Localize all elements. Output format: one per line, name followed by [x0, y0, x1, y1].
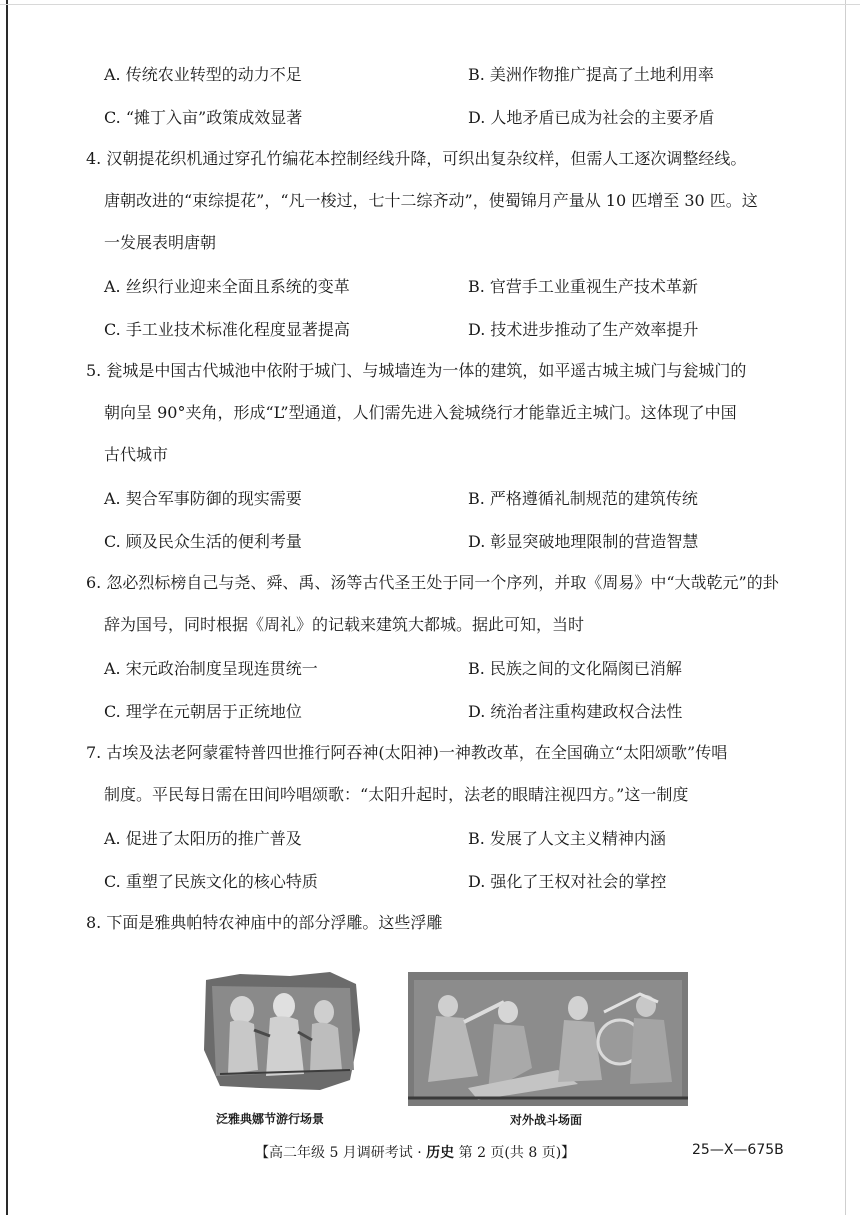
- q6-stem-line-1: 6. 忽必烈标榜自己与尧、舜、禹、汤等古代圣王处于同一个序列，并取《周易》中“大哉乾元”的卦: [86, 573, 779, 592]
- page-footer: [255, 1142, 575, 1162]
- q7-stem-line-2: 制度。平民每日需在田间吟唱颂歌：“太阳升起时，法老的眼睛注视四方。”这一制度: [104, 785, 689, 804]
- q5-options-row-2: [86, 519, 791, 562]
- footer-page-number: 第 2 页(共 8 页)】: [454, 1145, 576, 1161]
- q7-options-row-2: [86, 859, 791, 902]
- q4-option-d: D. 技术进步推动了生产效率提升: [468, 320, 699, 339]
- battle-relief-image: [408, 972, 688, 1106]
- q6-options-row-1: [86, 646, 791, 689]
- scan-edge-right: [845, 0, 846, 1215]
- q3-options-row-2: [86, 95, 791, 138]
- q8-figures: [200, 970, 690, 1130]
- q4-option-b: B. 官营手工业重视生产技术革新: [468, 277, 698, 296]
- q7-option-b: B. 发展了人文主义精神内涵: [468, 829, 666, 848]
- q5-stem: [86, 350, 791, 476]
- q5-option-d: D. 彰显突破地理限制的营造智慧: [468, 532, 699, 551]
- q5-option-a: A. 契合军事防御的现实需要: [104, 489, 302, 508]
- q5-stem-line-3: 古代城市: [104, 445, 169, 464]
- q6-option-a: A. 宋元政治制度呈现连贯统一: [104, 659, 318, 678]
- q4-stem-line-3: 一发展表明唐朝: [104, 233, 217, 252]
- procession-relief-image: [200, 970, 362, 1092]
- q4-options-row-2: [86, 307, 791, 350]
- q5-option-b: B. 严格遵循礼制规范的建筑传统: [468, 489, 698, 508]
- q8-stem-line-1: 8. 下面是雅典帕特农神庙中的部分浮雕。这些浮雕: [86, 913, 443, 932]
- procession-relief-caption: 泛雅典娜节游行场景: [216, 1112, 325, 1126]
- q3-options-row-1: [86, 52, 791, 95]
- scan-edge-left: [6, 0, 8, 1215]
- q4-stem-line-2: 唐朝改进的“束综提花”，“凡一梭过，七十二综齐动”，使蜀锦月产量从 10 匹增至 30 匹。这: [104, 191, 758, 210]
- q4-option-c: C. 手工业技术标准化程度显著提高: [104, 320, 350, 339]
- battle-relief-caption: 对外战斗场面: [510, 1113, 583, 1127]
- q5-stem-line-2: 朝向呈 90°夹角，形成“L”型通道，人们需先进入瓮城绕行才能靠近主城门。这体现了中国: [104, 403, 737, 422]
- q4-options-row-1: [86, 264, 791, 307]
- footer-subject: 历史: [426, 1145, 455, 1161]
- q5-options-row-1: [86, 476, 791, 519]
- exam-code: 25—X—675B: [692, 1142, 784, 1158]
- q3-option-c: C. “摊丁入亩”政策成效显著: [104, 108, 303, 127]
- q4-option-a: A. 丝织行业迎来全面且系统的变革: [104, 277, 350, 296]
- q6-options-row-2: [86, 689, 791, 732]
- q7-option-a: A. 促进了太阳历的推广普及: [104, 829, 302, 848]
- q3-option-d: D. 人地矛盾已成为社会的主要矛盾: [468, 108, 715, 127]
- q7-option-c: C. 重塑了民族文化的核心特质: [104, 872, 318, 891]
- q7-option-d: D. 强化了王权对社会的掌控: [468, 872, 667, 891]
- q6-option-c: C. 理学在元朝居于正统地位: [104, 702, 302, 721]
- q6-option-b: B. 民族之间的文化隔阂已消解: [468, 659, 682, 678]
- q5-stem-line-1: 5. 瓮城是中国古代城池中依附于城门、与城墙连为一体的建筑，如平遥古城主城门与瓮城门的: [86, 361, 747, 380]
- questions-content: [86, 52, 791, 944]
- q6-stem-line-2: 辞为国号，同时根据《周礼》的记载来建筑大都城。据此可知，当时: [104, 615, 585, 634]
- scan-edge-top: [0, 4, 860, 5]
- q6-option-d: D. 统治者注重构建政权合法性: [468, 702, 683, 721]
- q6-stem: [86, 562, 791, 646]
- q3-option-a: A. 传统农业转型的动力不足: [104, 65, 302, 84]
- q4-stem-line-1: 4. 汉朝提花织机通过穿孔竹编花本控制经线升降，可织出复杂纹样，但需人工逐次调整经线。: [86, 149, 747, 168]
- q4-stem: [86, 138, 791, 264]
- q5-option-c: C. 顾及民众生活的便利考量: [104, 532, 302, 551]
- footer-exam-title: 【高二年级 5 月调研考试 ·: [255, 1145, 427, 1161]
- q7-stem: [86, 732, 791, 816]
- q8-stem: [86, 902, 791, 944]
- q3-option-b: B. 美洲作物推广提高了土地利用率: [468, 65, 714, 84]
- q7-options-row-1: [86, 816, 791, 859]
- q7-stem-line-1: 7. 古埃及法老阿蒙霍特普四世推行阿吞神(太阳神)一神教改革，在全国确立“太阳颂歌”传唱: [86, 743, 728, 762]
